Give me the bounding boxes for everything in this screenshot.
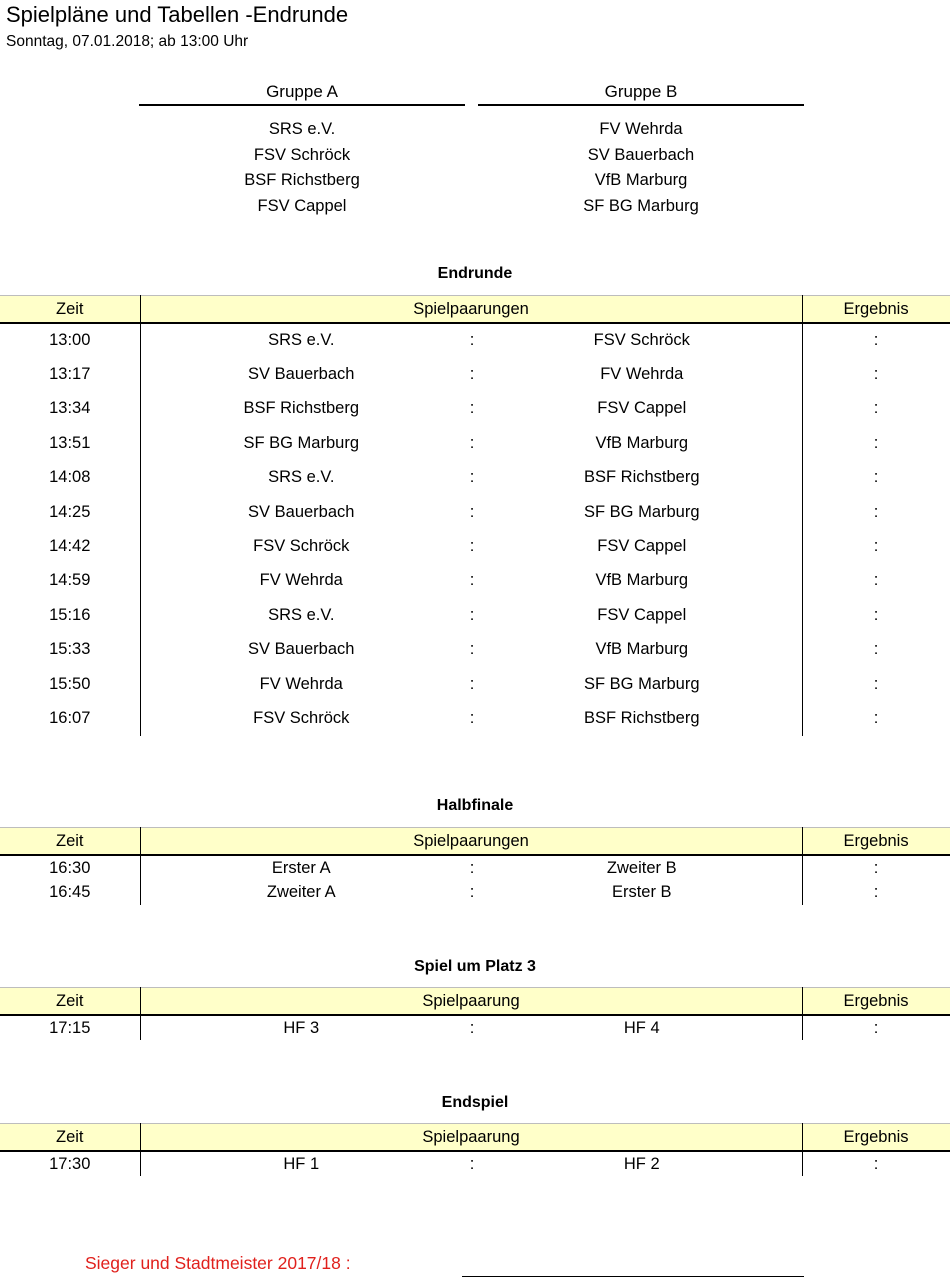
match-home-team: FSV Schröck: [253, 537, 350, 556]
page-title: Spielpläne und Tabellen -Endrunde: [6, 2, 349, 27]
match-time: 14:59: [0, 564, 140, 598]
match-time: 13:00: [0, 323, 140, 357]
match-away-team: VfB Marburg: [482, 633, 802, 667]
match-away-team: VfB Marburg: [482, 564, 802, 598]
match-time: 16:30: [0, 855, 140, 880]
match-away-team: BSF Richstberg: [482, 701, 802, 735]
header-cell-pairing: Spielpaarungen: [140, 296, 802, 324]
table-row: [0, 633, 950, 667]
match-home-team: SV Bauerbach: [248, 640, 355, 659]
match-away-team: FSV Cappel: [482, 529, 802, 563]
match-separator: :: [469, 502, 475, 521]
table-row: [0, 529, 950, 563]
table-row: [0, 598, 950, 632]
group-a-team-list: [139, 117, 465, 219]
table-row: [0, 880, 950, 905]
match-separator: :: [469, 640, 475, 659]
match-time: 15:50: [0, 667, 140, 701]
header-cell-zeit: Zeit: [0, 828, 140, 856]
match-separator: :: [469, 365, 475, 384]
table-row: [0, 667, 950, 701]
group-team: FV Wehrda: [599, 120, 683, 138]
section-title-halbfinale: Halbfinale: [436, 797, 514, 814]
group-team: VfB Marburg: [594, 171, 688, 189]
match-time: 13:17: [0, 357, 140, 391]
header-cell-pairing: Spielpaarungen: [140, 828, 802, 856]
match-away-team: Zweiter B: [482, 855, 802, 880]
match-separator: :: [469, 605, 475, 624]
match-away-team: Erster B: [482, 880, 802, 905]
table-header-row: [0, 828, 950, 856]
section-title-endspiel: Endspiel: [441, 1094, 509, 1111]
table-row: [0, 564, 950, 598]
match-separator: :: [469, 331, 475, 350]
match-time: 17:30: [0, 1151, 140, 1176]
table-row: [0, 323, 950, 357]
table-row: [0, 1151, 950, 1176]
winner-label: Sieger und Stadtmeister 2017/18 :: [85, 1253, 351, 1273]
match-home-team: Erster A: [271, 858, 331, 877]
schedule-table-endrunde: [0, 295, 950, 736]
match-separator: :: [469, 537, 475, 556]
match-home-team: BSF Richstberg: [243, 399, 360, 418]
match-result: :: [802, 1151, 950, 1176]
match-home-team: Zweiter A: [266, 883, 336, 901]
match-result: :: [802, 461, 950, 495]
match-separator: :: [469, 399, 475, 418]
table-header-row: [0, 988, 950, 1016]
match-time: 14:08: [0, 461, 140, 495]
match-result: :: [802, 392, 950, 426]
match-away-team: FV Wehrda: [482, 357, 802, 391]
match-away-team: VfB Marburg: [482, 426, 802, 460]
match-result: :: [802, 564, 950, 598]
match-time: 17:15: [0, 1015, 140, 1040]
match-result: :: [802, 426, 950, 460]
match-result: :: [802, 495, 950, 529]
match-home-team: SRS e.V.: [268, 331, 335, 350]
match-separator: :: [469, 1018, 475, 1037]
match-home-team: HF 3: [283, 1018, 320, 1037]
table-row: [0, 426, 950, 460]
table-row: [0, 855, 950, 880]
group-team: BSF Richstberg: [244, 171, 360, 189]
table-row: [0, 701, 950, 735]
match-result: :: [802, 529, 950, 563]
match-result: :: [802, 855, 950, 880]
header-cell-zeit: Zeit: [0, 1124, 140, 1152]
match-time: 14:42: [0, 529, 140, 563]
match-away-team: FSV Cappel: [482, 598, 802, 632]
match-home-team: SRS e.V.: [268, 605, 335, 624]
match-time: 13:34: [0, 392, 140, 426]
group-b-heading: Gruppe B: [478, 82, 804, 106]
group-a-heading: Gruppe A: [139, 82, 465, 106]
schedule-table-platz3: [0, 987, 950, 1040]
header-cell-result: Ergebnis: [802, 828, 950, 856]
header-cell-pairing: Spielpaarung: [140, 1124, 802, 1152]
header-cell-pairing: Spielpaarung: [140, 988, 802, 1016]
match-time: 16:45: [0, 880, 140, 905]
match-home-team: SV Bauerbach: [248, 365, 355, 384]
page-subtitle: Sonntag, 07.01.2018; ab 13:00 Uhr: [6, 33, 249, 50]
match-result: :: [802, 598, 950, 632]
match-home-team: SV Bauerbach: [248, 502, 355, 521]
group-team: SV Bauerbach: [587, 145, 695, 164]
table-row: [0, 495, 950, 529]
header-cell-result: Ergebnis: [802, 988, 950, 1016]
table-row: [0, 1015, 950, 1040]
match-home-team: SF BG Marburg: [243, 433, 360, 452]
match-separator: :: [469, 1154, 475, 1173]
match-result: :: [802, 633, 950, 667]
match-away-team: SF BG Marburg: [482, 667, 802, 701]
match-home-team: FV Wehrda: [259, 571, 343, 590]
match-result: :: [802, 357, 950, 391]
match-away-team: FSV Schröck: [482, 323, 802, 357]
match-home-team: FV Wehrda: [259, 674, 343, 693]
match-time: 15:33: [0, 633, 140, 667]
match-result: :: [802, 701, 950, 735]
match-separator: :: [469, 468, 475, 487]
match-time: 13:51: [0, 426, 140, 460]
match-away-team: BSF Richstberg: [482, 461, 802, 495]
match-time: 16:07: [0, 701, 140, 735]
section-title-platz3: Spiel um Platz 3: [414, 958, 536, 975]
match-separator: :: [469, 708, 475, 727]
match-result: :: [802, 880, 950, 905]
match-separator: :: [469, 674, 475, 693]
group-b-team-list: [478, 117, 804, 219]
schedule-table-endspiel: [0, 1123, 950, 1176]
header-cell-result: Ergebnis: [802, 1124, 950, 1152]
table-row: [0, 461, 950, 495]
winner-entry-line: [462, 1276, 804, 1277]
match-away-team: SF BG Marburg: [482, 495, 802, 529]
section-title-endrunde: Endrunde: [437, 265, 513, 282]
group-team: SRS e.V.: [268, 120, 336, 138]
header-cell-zeit: Zeit: [0, 988, 140, 1016]
group-team: FSV Cappel: [257, 196, 347, 215]
schedule-table-halbfinale: [0, 827, 950, 905]
match-away-team: FSV Cappel: [482, 392, 802, 426]
match-separator: :: [469, 571, 475, 590]
group-team: FSV Schröck: [253, 145, 351, 164]
match-home-team: HF 1: [283, 1154, 320, 1173]
table-row: [0, 357, 950, 391]
header-cell-result: Ergebnis: [802, 296, 950, 324]
match-result: :: [802, 1015, 950, 1040]
group-team: SF BG Marburg: [583, 196, 699, 215]
match-time: 14:25: [0, 495, 140, 529]
header-cell-zeit: Zeit: [0, 296, 140, 324]
table-header-row: [0, 296, 950, 324]
match-home-team: FSV Schröck: [253, 708, 350, 727]
match-separator: :: [469, 433, 475, 452]
match-away-team: HF 2: [482, 1151, 802, 1176]
match-away-team: HF 4: [482, 1015, 802, 1040]
match-home-team: SRS e.V.: [268, 468, 335, 487]
match-result: :: [802, 323, 950, 357]
match-time: 15:16: [0, 598, 140, 632]
table-header-row: [0, 1124, 950, 1152]
match-separator: :: [469, 883, 475, 901]
table-row: [0, 392, 950, 426]
match-separator: :: [469, 858, 475, 877]
match-result: :: [802, 667, 950, 701]
